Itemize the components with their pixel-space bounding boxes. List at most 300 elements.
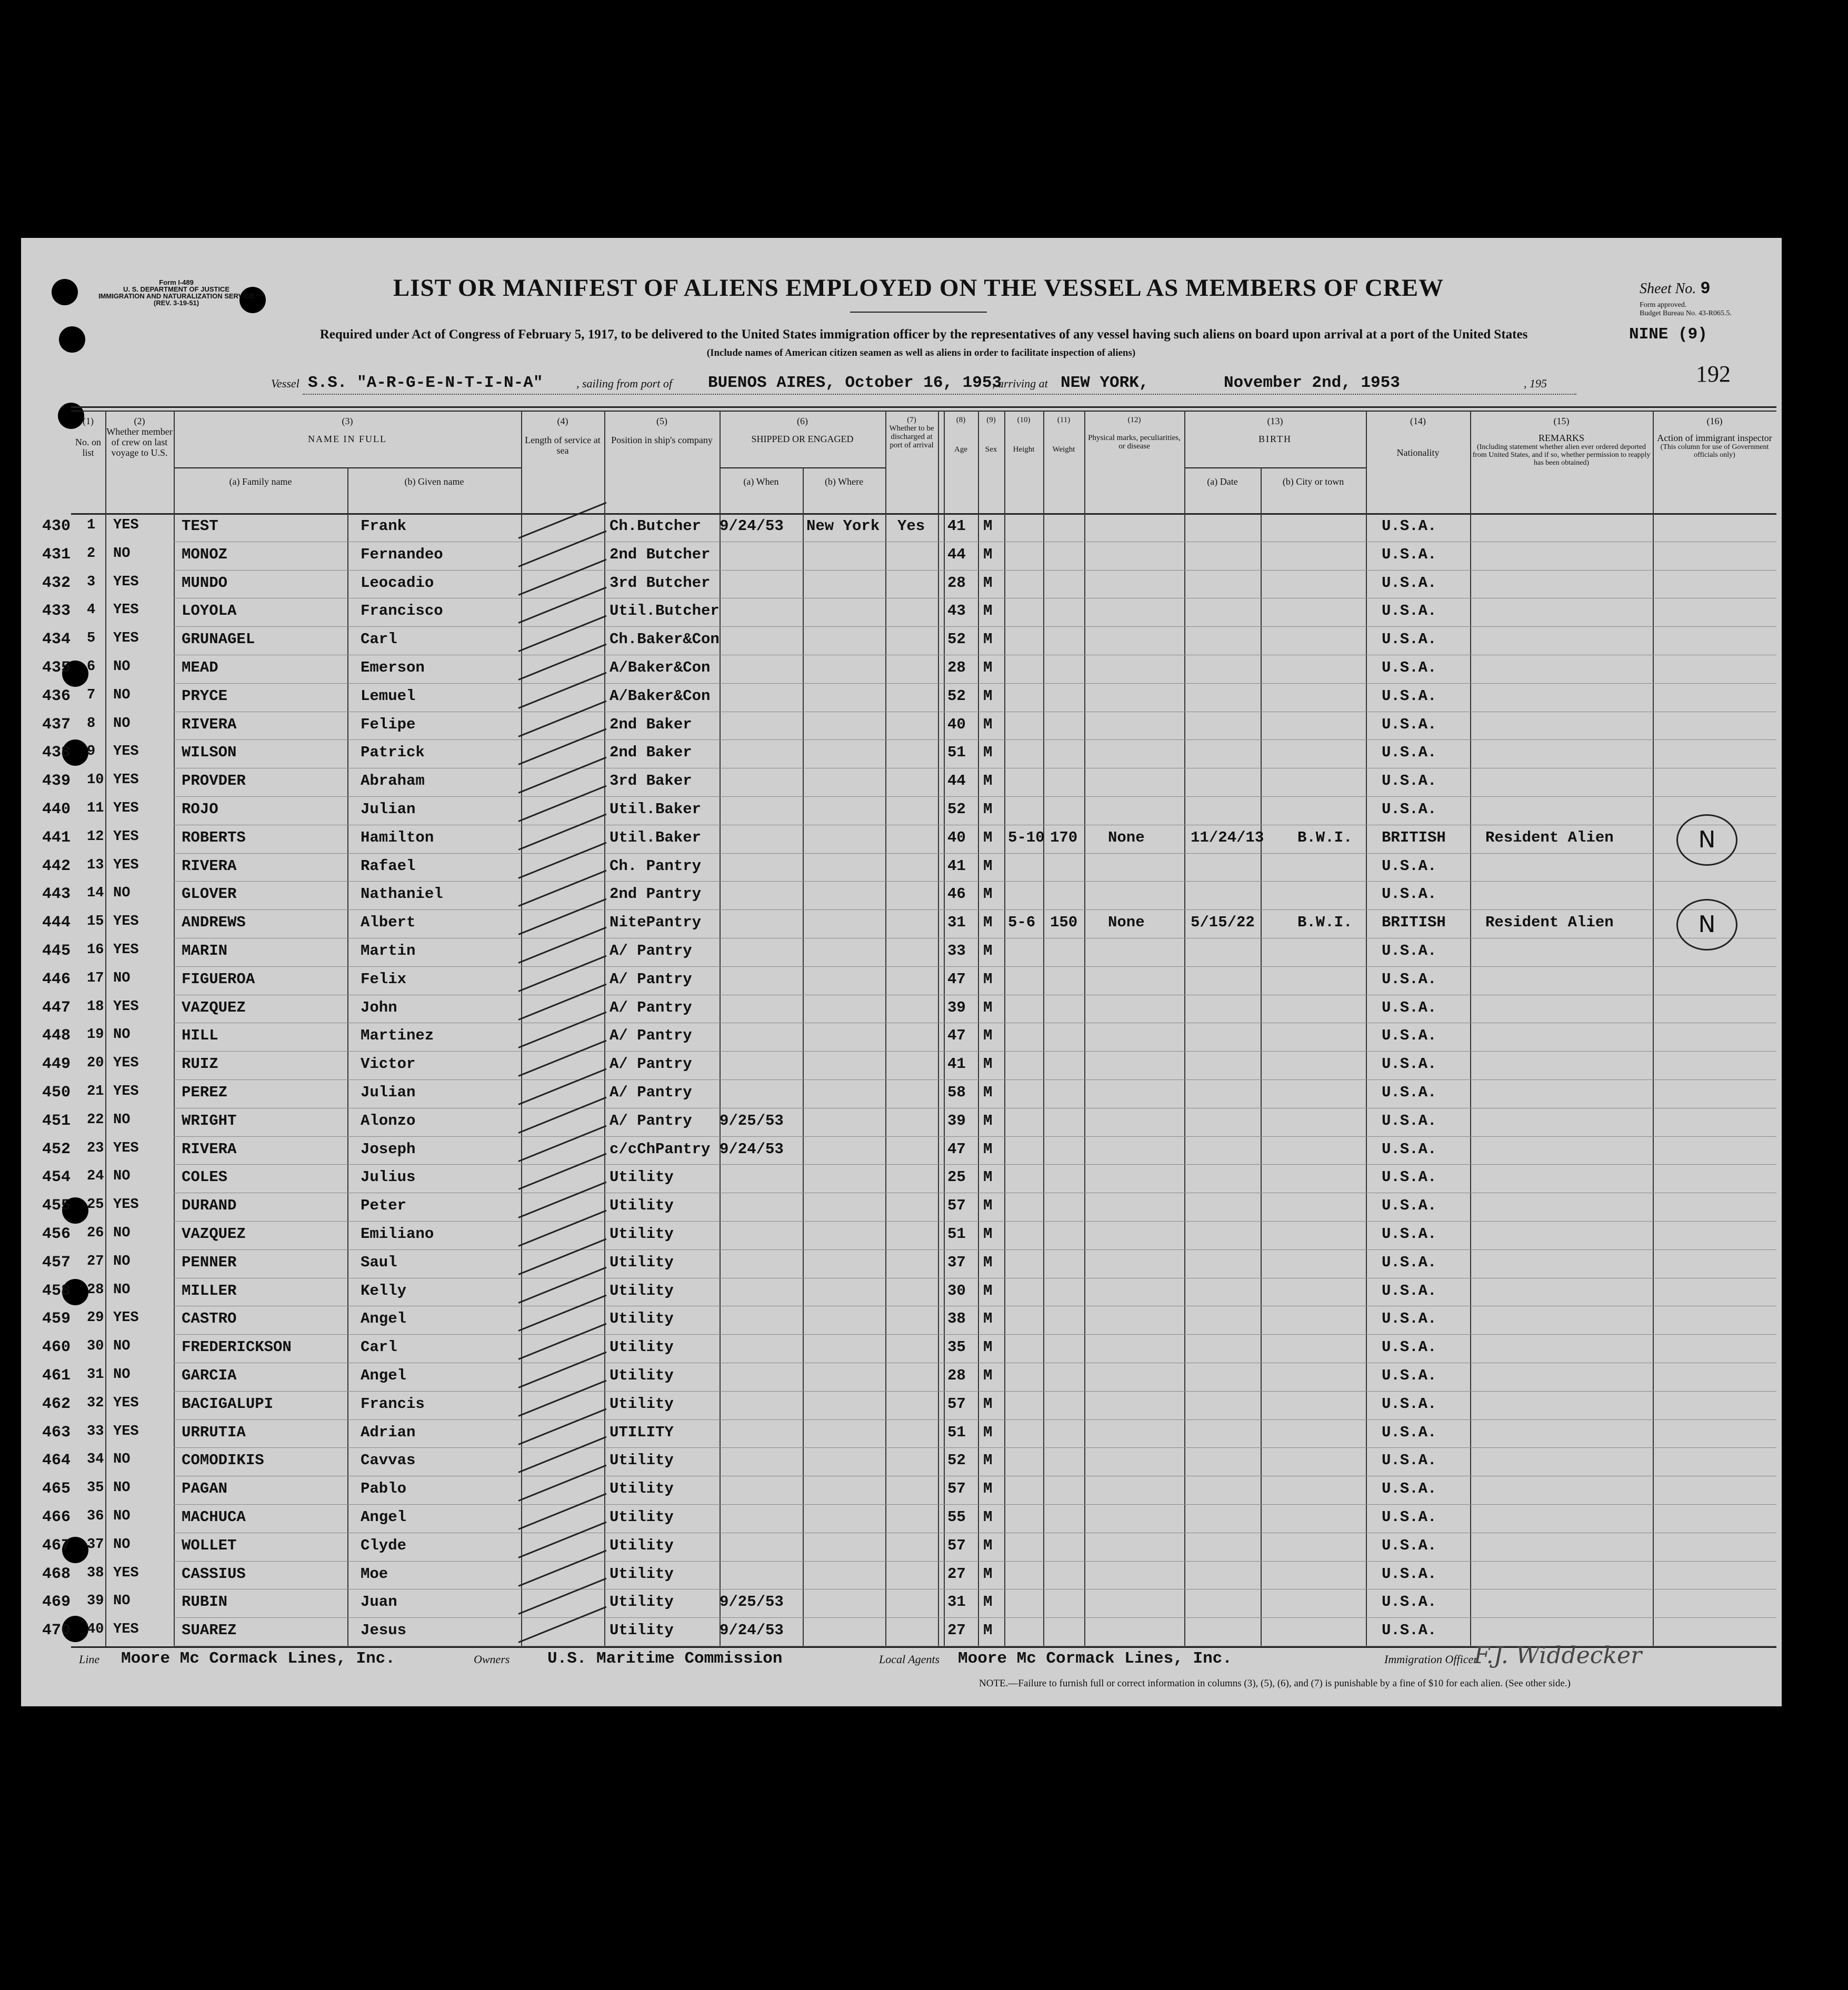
officer-signature: F.J. Widdecker xyxy=(1474,1642,1642,1669)
col-action-header xyxy=(1653,416,1776,459)
given-name: Carl xyxy=(361,1338,397,1356)
crew-member-flag: YES xyxy=(113,828,139,845)
position: Utility xyxy=(610,1565,674,1583)
position: Utility xyxy=(610,1338,674,1356)
serial-number: 455 xyxy=(42,1197,71,1215)
serial-number: 463 xyxy=(42,1423,71,1442)
sex: M xyxy=(983,1508,993,1526)
nationality: U.S.A. xyxy=(1382,574,1437,592)
list-number: 4 xyxy=(87,602,96,618)
position: Utility xyxy=(610,1480,674,1498)
age: 57 xyxy=(947,1395,966,1413)
table-row xyxy=(174,683,1776,684)
age: 52 xyxy=(947,631,966,648)
shipped-where: New York xyxy=(806,517,880,535)
given-name: Adrian xyxy=(361,1423,416,1441)
nationality: U.S.A. xyxy=(1382,1282,1437,1299)
serial-number: 467 xyxy=(42,1536,71,1555)
shipped-when: 9/24/53 xyxy=(720,517,784,535)
list-number: 40 xyxy=(87,1622,104,1638)
list-number: 21 xyxy=(87,1084,104,1099)
list-number: 13 xyxy=(87,857,104,873)
department: U. S. DEPARTMENT OF JUSTICE xyxy=(123,285,229,293)
col-no-header xyxy=(71,416,105,458)
crew-member-flag: YES xyxy=(113,1140,139,1156)
col-divider xyxy=(1004,411,1005,1646)
serial-number: 437 xyxy=(42,715,71,734)
nationality: U.S.A. xyxy=(1382,801,1437,818)
nationality: U.S.A. xyxy=(1382,1197,1437,1215)
punch-hole xyxy=(52,279,78,305)
age: 41 xyxy=(947,857,966,875)
col-number: (12) xyxy=(1127,416,1141,424)
list-number: 10 xyxy=(87,772,104,788)
list-number: 28 xyxy=(87,1282,104,1298)
nationality: U.S.A. xyxy=(1382,687,1437,705)
nationality: U.S.A. xyxy=(1382,1253,1437,1271)
crew-member-flag: YES xyxy=(113,857,139,873)
position: Utility xyxy=(610,1508,674,1526)
budget-line-1: Form approved. xyxy=(1640,301,1687,309)
sex: M xyxy=(983,659,993,676)
serial-number: 458 xyxy=(42,1282,71,1300)
punch-hole xyxy=(59,326,85,353)
table-row xyxy=(174,570,1776,571)
serial-number: 470 xyxy=(42,1622,71,1640)
position: 2nd Pantry xyxy=(610,885,702,903)
crew-member-flag: YES xyxy=(113,1055,139,1072)
list-number: 7 xyxy=(87,687,96,703)
remarks: Resident Alien xyxy=(1485,828,1614,846)
col-label: Whether to be discharged at port of arrival xyxy=(889,424,934,449)
list-number: 29 xyxy=(87,1310,104,1326)
nationality: U.S.A. xyxy=(1382,1508,1437,1526)
family-name: RUBIN xyxy=(182,1593,228,1611)
family-name: LOYOLA xyxy=(182,602,237,620)
nationality: U.S.A. xyxy=(1382,1112,1437,1129)
col-number: (2) xyxy=(134,416,145,426)
family-name: URRUTIA xyxy=(182,1423,246,1441)
position: Utility xyxy=(610,1253,674,1271)
sex: M xyxy=(983,914,993,932)
serial-number: 439 xyxy=(42,772,71,791)
age: 47 xyxy=(947,970,966,988)
nationality: BRITISH xyxy=(1382,828,1446,846)
nationality: U.S.A. xyxy=(1382,659,1437,676)
sex: M xyxy=(983,1197,993,1215)
family-name: MUNDO xyxy=(182,574,228,592)
table-row xyxy=(174,853,1776,854)
family-name: CASSIUS xyxy=(182,1565,246,1583)
sheet-written: NINE (9) xyxy=(1629,325,1707,344)
list-number: 38 xyxy=(87,1565,104,1581)
col-number: (16) xyxy=(1706,416,1723,426)
age: 40 xyxy=(947,715,966,733)
birth-date: 11/24/13 xyxy=(1191,828,1264,846)
family-name: WRIGHT xyxy=(182,1112,237,1129)
serial-number: 449 xyxy=(42,1055,71,1074)
crew-member-flag: NO xyxy=(113,545,131,562)
col-member-header xyxy=(105,416,174,458)
table-row xyxy=(174,1249,1776,1250)
crew-member-flag: NO xyxy=(113,1027,131,1043)
owners-value: U.S. Maritime Commission xyxy=(547,1649,783,1668)
col-divider xyxy=(1470,411,1471,1646)
age: 47 xyxy=(947,1140,966,1158)
col-divider xyxy=(1653,411,1654,1646)
nationality: U.S.A. xyxy=(1382,1027,1437,1045)
serial-number: 451 xyxy=(42,1112,71,1130)
position: Utility xyxy=(610,1197,674,1215)
serial-number: 440 xyxy=(42,801,71,818)
family-name: BACIGALUPI xyxy=(182,1395,274,1413)
list-number: 20 xyxy=(87,1055,104,1072)
given-name: Peter xyxy=(361,1197,407,1215)
list-number: 8 xyxy=(87,715,96,732)
sex: M xyxy=(983,970,993,988)
sex: M xyxy=(983,574,993,592)
given-name: Alonzo xyxy=(361,1112,416,1129)
col-given-header: (b) Given name xyxy=(404,476,464,487)
family-name: ROBERTS xyxy=(182,828,246,846)
sex: M xyxy=(983,715,993,733)
position: Utility xyxy=(610,1452,674,1469)
col-divider xyxy=(1184,411,1185,1646)
sex: M xyxy=(983,1140,993,1158)
serial-number: 430 xyxy=(42,517,71,535)
page-title: LIST OR MANIFEST OF ALIENS EMPLOYED ON THE VESSEL AS MEMBERS OF CREW xyxy=(393,274,1444,302)
physical-marks: None xyxy=(1108,914,1145,932)
col-note: (Including statement whether alien ever ordered deported from United States, and if so, whether permission to reapply has been obtained) xyxy=(1472,443,1651,467)
crew-member-flag: YES xyxy=(113,602,139,618)
given-name: Emerson xyxy=(361,659,425,676)
sex: M xyxy=(983,998,993,1016)
discharged: Yes xyxy=(897,517,925,535)
nationality: U.S.A. xyxy=(1382,885,1437,903)
title-rule xyxy=(850,312,987,313)
service: IMMIGRATION AND NATURALIZATION SERVICE xyxy=(98,292,255,300)
list-number: 31 xyxy=(87,1367,104,1383)
nationality: U.S.A. xyxy=(1382,631,1437,648)
age: 40 xyxy=(947,828,966,846)
arriving-label: , arriving at xyxy=(992,377,1048,390)
family-name: WILSON xyxy=(182,744,237,762)
nationality: BRITISH xyxy=(1382,914,1446,932)
sex: M xyxy=(983,801,993,818)
col-label: Height xyxy=(1013,445,1035,454)
crew-member-flag: YES xyxy=(113,1310,139,1326)
position: c/cChPantry xyxy=(610,1140,711,1158)
age: 39 xyxy=(947,998,966,1016)
nationality: U.S.A. xyxy=(1382,744,1437,762)
list-number: 12 xyxy=(87,828,104,845)
crew-member-flag: YES xyxy=(113,517,139,533)
given-name: Lemuel xyxy=(361,687,416,705)
given-name: Felipe xyxy=(361,715,416,733)
sex: M xyxy=(983,517,993,535)
serial-number: 459 xyxy=(42,1310,71,1328)
sex: M xyxy=(983,687,993,705)
sex: M xyxy=(983,1367,993,1384)
age: 41 xyxy=(947,517,966,535)
crew-member-flag: NO xyxy=(113,1338,131,1355)
col-divider xyxy=(105,411,106,1646)
sex: M xyxy=(983,1055,993,1073)
age: 55 xyxy=(947,1508,966,1526)
col-number: (11) xyxy=(1057,416,1071,424)
col-label: Nationality xyxy=(1396,447,1440,458)
position: A/ Pantry xyxy=(610,970,692,988)
given-name: Albert xyxy=(361,914,416,932)
col-position-header xyxy=(604,416,720,445)
table-row xyxy=(174,1079,1776,1080)
weight: 170 xyxy=(1050,828,1078,846)
table-row xyxy=(174,966,1776,967)
list-number: 26 xyxy=(87,1225,104,1241)
list-number: 35 xyxy=(87,1480,104,1496)
given-name: Angel xyxy=(361,1367,407,1384)
list-number: 15 xyxy=(87,914,104,930)
sex: M xyxy=(983,1253,993,1271)
sex: M xyxy=(983,1536,993,1554)
col-label: Physical marks, peculiarities, or disease xyxy=(1088,434,1181,451)
nationality: U.S.A. xyxy=(1382,942,1437,959)
col-when-header: (a) When xyxy=(743,476,779,487)
agents-label: Local Agents xyxy=(879,1653,940,1666)
col-name-header xyxy=(174,416,521,444)
given-name: Kelly xyxy=(361,1282,407,1299)
given-name: Emiliano xyxy=(361,1225,434,1243)
age: 30 xyxy=(947,1282,966,1299)
col-birth-city-header: (b) City or town xyxy=(1282,476,1344,487)
line-label: Line xyxy=(79,1653,100,1666)
col-sex-header xyxy=(978,416,1004,454)
serial-number: 442 xyxy=(42,857,71,875)
given-name: Saul xyxy=(361,1253,397,1271)
sex: M xyxy=(983,1225,993,1243)
serial-number: 468 xyxy=(42,1565,71,1583)
list-number: 9 xyxy=(87,744,96,760)
table-row xyxy=(174,1504,1776,1505)
age: 31 xyxy=(947,1593,966,1611)
nationality: U.S.A. xyxy=(1382,715,1437,733)
birth-city: B.W.I. xyxy=(1297,914,1353,932)
crew-member-flag: YES xyxy=(113,801,139,816)
owners-label: Owners xyxy=(474,1653,510,1666)
age: 27 xyxy=(947,1565,966,1583)
sex: M xyxy=(983,1282,993,1299)
position: A/ Pantry xyxy=(610,942,692,959)
col-number: (13) xyxy=(1267,416,1283,426)
col-age-header xyxy=(944,416,978,454)
age: 41 xyxy=(947,1055,966,1073)
given-name: Angel xyxy=(361,1508,407,1526)
crew-member-flag: NO xyxy=(113,1508,131,1524)
family-name: PENNER xyxy=(182,1253,237,1271)
nationality: U.S.A. xyxy=(1382,602,1437,620)
col-label: Whether member of crew on last voyage to U.S. xyxy=(106,426,173,458)
nationality: U.S.A. xyxy=(1382,998,1437,1016)
family-name: GARCIA xyxy=(182,1367,237,1384)
serial-number: 447 xyxy=(42,998,71,1017)
age: 52 xyxy=(947,1452,966,1469)
agents-value: Moore Mc Cormack Lines, Inc. xyxy=(958,1649,1232,1668)
position: Util.Baker xyxy=(610,801,702,818)
list-number: 24 xyxy=(87,1168,104,1185)
table-row xyxy=(174,739,1776,740)
age: 52 xyxy=(947,801,966,818)
family-name: VAZQUEZ xyxy=(182,998,246,1016)
col-marks-header xyxy=(1084,416,1184,451)
table-row xyxy=(174,796,1776,797)
year-suffix: , 195 xyxy=(1524,377,1547,390)
family-name: SUAREZ xyxy=(182,1622,237,1639)
age: 28 xyxy=(947,1367,966,1384)
position: Util.Baker xyxy=(610,828,702,846)
sex: M xyxy=(983,545,993,563)
position: Utility xyxy=(610,1536,674,1554)
form-number: Form I-489 xyxy=(159,278,194,286)
serial-number: 435 xyxy=(42,659,71,677)
crew-member-flag: NO xyxy=(113,1593,131,1609)
position: Ch. Pantry xyxy=(610,857,702,875)
sex: M xyxy=(983,1423,993,1441)
col-number: (4) xyxy=(557,416,568,426)
family-name: RIVERA xyxy=(182,857,237,875)
age: 38 xyxy=(947,1310,966,1328)
given-name: Fernandeo xyxy=(361,545,443,563)
form-identifier xyxy=(79,279,274,306)
given-name: Clyde xyxy=(361,1536,407,1554)
budget-approval xyxy=(1640,301,1776,318)
serial-number: 452 xyxy=(42,1140,71,1158)
list-number: 32 xyxy=(87,1395,104,1411)
given-name: John xyxy=(361,998,397,1016)
crew-member-flag: NO xyxy=(113,885,131,902)
nationality: U.S.A. xyxy=(1382,1480,1437,1498)
crew-member-flag: YES xyxy=(113,1197,139,1213)
crew-member-flag: NO xyxy=(113,1367,131,1383)
position: 2nd Baker xyxy=(610,744,692,762)
budget-line-2: Budget Bureau No. 43-R065.5. xyxy=(1640,309,1732,317)
position: A/ Pantry xyxy=(610,1112,692,1129)
serial-number: 466 xyxy=(42,1508,71,1526)
given-name: Rafael xyxy=(361,857,416,875)
col-divider xyxy=(944,411,945,1646)
family-name: VAZQUEZ xyxy=(182,1225,246,1243)
position: Utility xyxy=(610,1310,674,1328)
sex: M xyxy=(983,1480,993,1498)
serial-number: 445 xyxy=(42,942,71,960)
position: Utility xyxy=(610,1282,674,1299)
serial-number: 456 xyxy=(42,1225,71,1243)
family-name: GRUNAGEL xyxy=(182,631,255,648)
col-number: (6) xyxy=(797,416,808,426)
nationality: U.S.A. xyxy=(1382,1593,1437,1611)
age: 27 xyxy=(947,1622,966,1639)
crew-member-flag: YES xyxy=(113,574,139,590)
sex: M xyxy=(983,1084,993,1101)
family-name: ANDREWS xyxy=(182,914,246,932)
serial-number: 457 xyxy=(42,1253,71,1272)
sex: M xyxy=(983,631,993,648)
sex: M xyxy=(983,1027,993,1045)
age: 37 xyxy=(947,1253,966,1271)
list-number: 16 xyxy=(87,942,104,958)
given-name: Martin xyxy=(361,942,416,959)
table-row xyxy=(174,1136,1776,1137)
age: 57 xyxy=(947,1536,966,1554)
weight: 150 xyxy=(1050,914,1078,932)
age: 43 xyxy=(947,602,966,620)
given-name: Moe xyxy=(361,1565,388,1583)
col-label: SHIPPED OR ENGAGED xyxy=(751,434,854,444)
list-number: 5 xyxy=(87,631,96,647)
nationality: U.S.A. xyxy=(1382,970,1437,988)
col-where-header: (b) Where xyxy=(824,476,864,487)
stamp-number: 192 xyxy=(1696,361,1731,387)
age: 47 xyxy=(947,1027,966,1045)
family-name: WOLLET xyxy=(182,1536,237,1554)
serial-number: 469 xyxy=(42,1593,71,1612)
line-value: Moore Mc Cormack Lines, Inc. xyxy=(121,1649,395,1668)
crew-member-flag: NO xyxy=(113,1112,131,1128)
sex: M xyxy=(983,1112,993,1129)
position: 3rd Baker xyxy=(610,772,692,790)
list-number: 27 xyxy=(87,1253,104,1269)
nationality: U.S.A. xyxy=(1382,1367,1437,1384)
birth-city: B.W.I. xyxy=(1297,828,1353,846)
col-divider xyxy=(803,467,804,1646)
sex: M xyxy=(983,744,993,762)
position: 3rd Butcher xyxy=(610,574,711,592)
col-label: Sex xyxy=(985,445,997,454)
family-name: RIVERA xyxy=(182,715,237,733)
given-name: Carl xyxy=(361,631,397,648)
sex: M xyxy=(983,602,993,620)
shipped-when: 9/25/53 xyxy=(720,1112,784,1129)
col-number: (8) xyxy=(956,416,966,424)
position: A/ Pantry xyxy=(610,1027,692,1045)
col-divider xyxy=(604,411,605,1646)
nationality: U.S.A. xyxy=(1382,1536,1437,1554)
age: 51 xyxy=(947,744,966,762)
given-name: Francisco xyxy=(361,602,443,620)
crew-member-flag: YES xyxy=(113,914,139,930)
serial-number: 464 xyxy=(42,1452,71,1470)
serial-number: 460 xyxy=(42,1338,71,1357)
col-divider xyxy=(978,411,979,1646)
crew-member-flag: YES xyxy=(113,744,139,760)
crew-member-flag: NO xyxy=(113,659,131,675)
table-row xyxy=(174,1051,1776,1052)
shipped-when: 9/24/53 xyxy=(720,1140,784,1158)
list-number: 25 xyxy=(87,1197,104,1213)
age: 31 xyxy=(947,914,966,932)
col-number: (5) xyxy=(656,416,667,426)
position: NitePantry xyxy=(610,914,702,932)
crew-member-flag: YES xyxy=(113,1565,139,1581)
serial-number: 465 xyxy=(42,1480,71,1498)
crew-member-flag: YES xyxy=(113,998,139,1015)
position: Utility xyxy=(610,1622,674,1639)
family-name: CASTRO xyxy=(182,1310,237,1328)
list-number: 33 xyxy=(87,1423,104,1439)
nationality: U.S.A. xyxy=(1382,1622,1437,1639)
col-divider xyxy=(1366,411,1367,1646)
nationality: U.S.A. xyxy=(1382,1084,1437,1101)
col-label: No. on list xyxy=(75,437,101,458)
